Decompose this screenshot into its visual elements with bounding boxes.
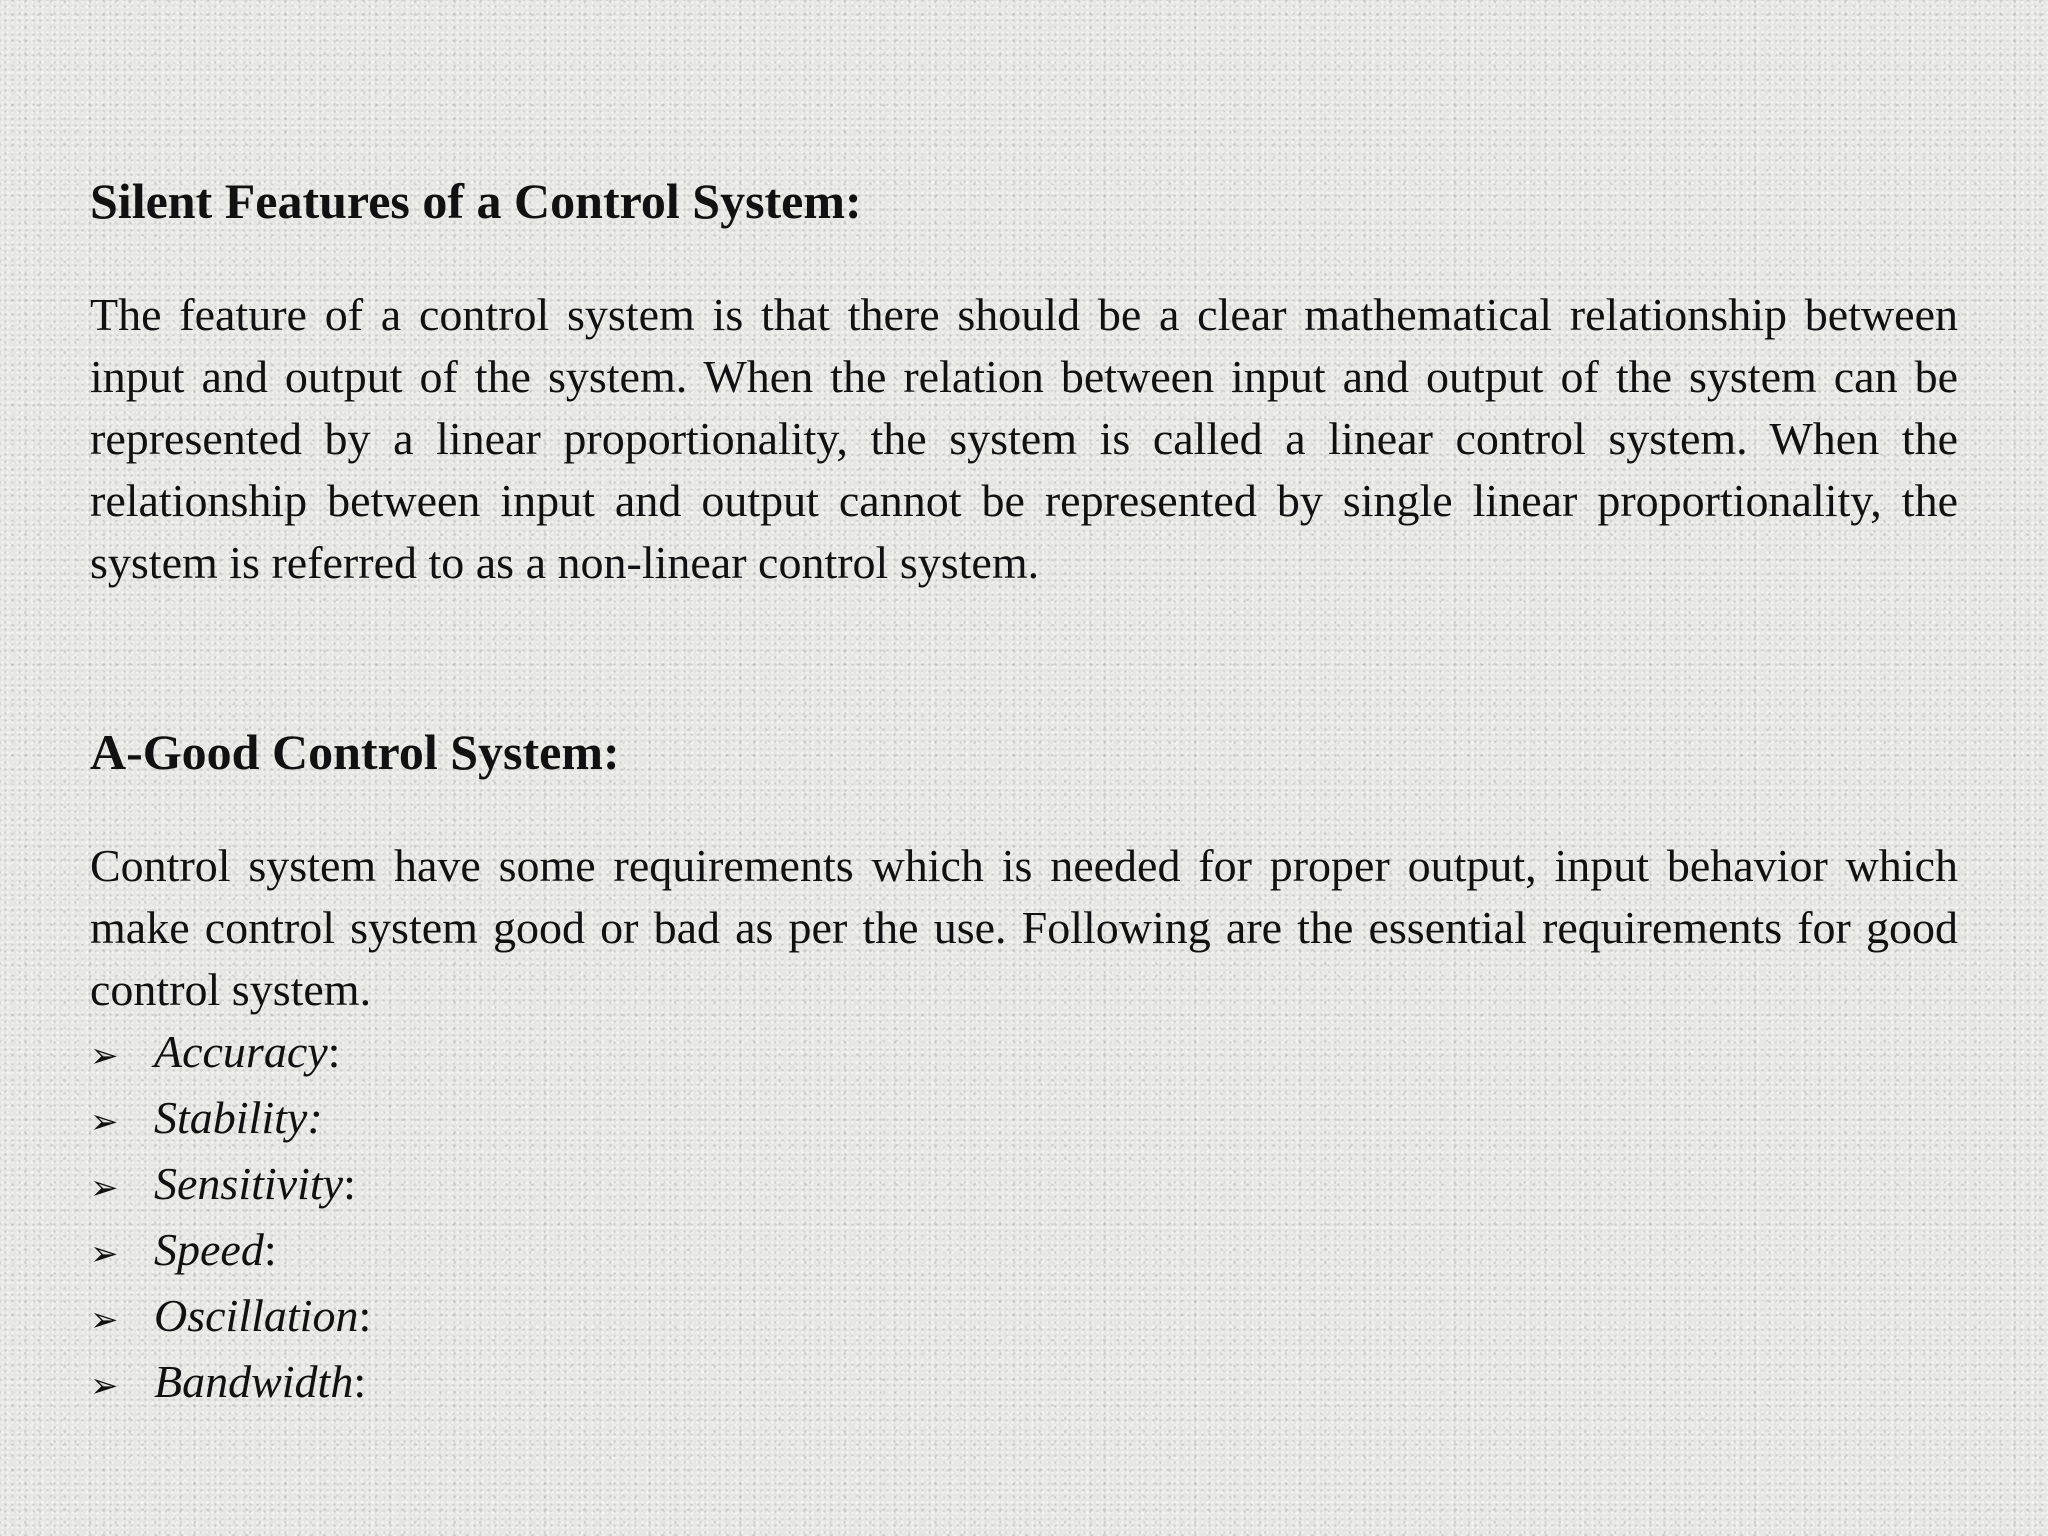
requirement-item-sensitivity (90, 1153, 1958, 1219)
requirement-item-stability (90, 1087, 1958, 1153)
requirement-item-bandwidth (90, 1351, 1958, 1417)
section-heading-good-control-system: A-Good Control System: (90, 724, 620, 780)
requirement-term: Accuracy (154, 1026, 328, 1077)
requirement-term: Bandwidth (154, 1356, 354, 1407)
arrow-bullet-icon: ➢ (90, 1366, 119, 1406)
requirement-suffix: : (263, 1224, 277, 1275)
paragraph-silent-features: The feature of a control system is that there should be a clear mathematical relationship between input and output of the system. When the relation between input and output of the system can be represented by a linear proportionality, the system is called a linear control system. When the relationship between input and output cannot be represented by single linear proportionality, the system is referred to as a non-linear control system. (90, 289, 1958, 588)
arrow-bullet-icon: ➢ (90, 1234, 119, 1274)
slide-content (90, 168, 1958, 1417)
requirement-term: Stability: (154, 1092, 323, 1143)
requirement-item-oscillation (90, 1285, 1958, 1351)
requirement-suffix: : (358, 1290, 372, 1341)
requirement-suffix: : (327, 1026, 341, 1077)
arrow-bullet-icon: ➢ (90, 1102, 119, 1142)
paragraph-good-control-system: Control system have some requirements which is needed for proper output, input behavior which make control system good or bad as per the use. Following are the essential requirements for good control system. (90, 840, 1958, 1015)
section-heading-silent-features: Silent Features of a Control System: (90, 173, 862, 229)
arrow-bullet-icon: ➢ (90, 1168, 119, 1208)
requirement-term: Oscillation (154, 1290, 359, 1341)
arrow-bullet-icon: ➢ (90, 1300, 119, 1340)
requirement-term: Sensitivity (154, 1158, 344, 1209)
requirement-item-speed (90, 1219, 1958, 1285)
requirement-term: Speed (154, 1224, 264, 1275)
requirements-list (90, 1021, 1958, 1417)
requirement-suffix: : (353, 1356, 367, 1407)
requirement-item-accuracy (90, 1021, 1958, 1087)
arrow-bullet-icon: ➢ (90, 1036, 119, 1076)
requirement-suffix: : (343, 1158, 356, 1209)
